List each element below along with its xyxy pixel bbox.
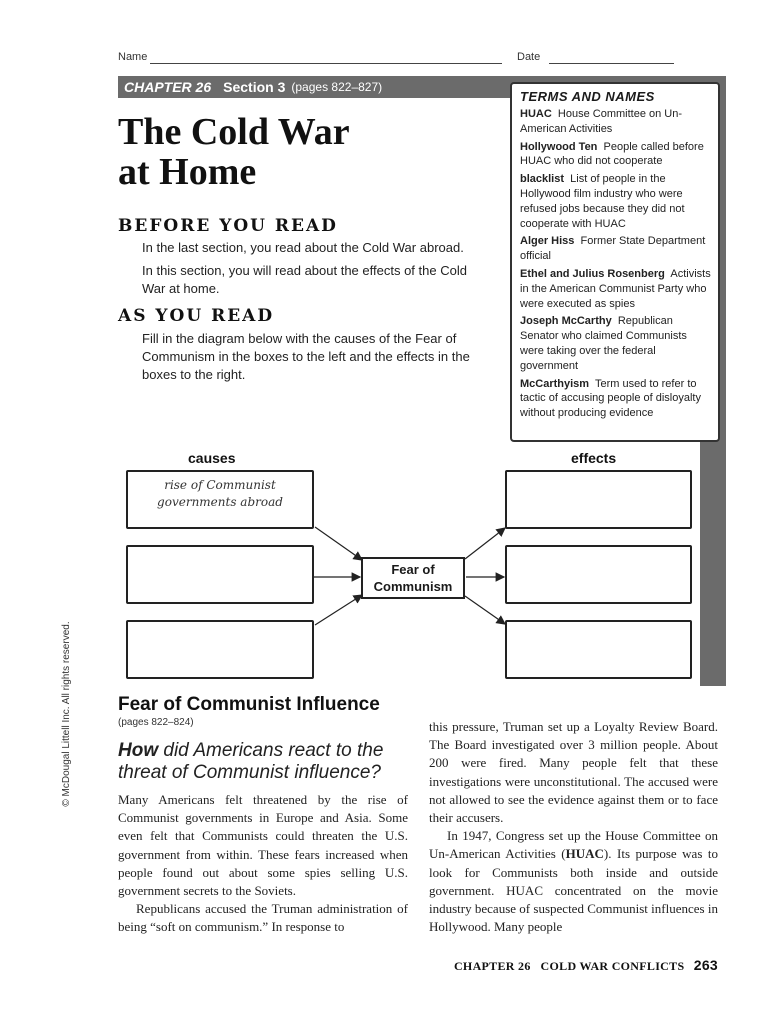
before-you-read-heading: BEFORE YOU READ bbox=[118, 216, 338, 236]
right-paragraph-1: this pressure, Truman set up a Loyalty Review Board. The Board investigated over 3 million people. About 200 were fired. Many people felt that these investigations were unconstitutional. The accused were not allowed to see the evidence against them or to face their accusers. bbox=[429, 719, 718, 826]
as-you-read-p1: Fill in the diagram below with the causes of the Fear of Communism in the boxes to the left and the effects in the boxes to the right. bbox=[142, 331, 470, 382]
arrow-cause-3 bbox=[315, 595, 362, 625]
effect-box-1[interactable] bbox=[505, 470, 692, 529]
term-definition: House Committee on Un-American Activities bbox=[520, 108, 683, 135]
left-paragraph-2: Republicans accused the Truman administration of being “soft on communism.” In response to bbox=[118, 901, 408, 935]
cause-1-line-1: rise of Communist bbox=[164, 478, 276, 492]
question-rest: did Americans react to the threat of Communist influence? bbox=[118, 740, 384, 783]
footer-unit: COLD WAR CONFLICTS bbox=[540, 959, 685, 973]
effect-box-2[interactable] bbox=[505, 545, 692, 604]
center-line-2: Communism bbox=[373, 579, 453, 594]
left-column bbox=[118, 791, 408, 937]
term-name: Joseph McCarthy bbox=[520, 315, 612, 328]
term-definition: Term used to refer to tactic of accusing people of disloyalty without producing evidence bbox=[520, 377, 701, 420]
right-p2-text-a: In 1947, Congress set up the House Committee on Un-American Activities ( bbox=[429, 828, 718, 862]
effects-label: effects bbox=[571, 450, 617, 466]
section-number: Section 3 bbox=[223, 79, 286, 95]
term-name: blacklist bbox=[520, 173, 565, 186]
before-you-read-p2: In this section, you will read about the effects of the Cold War at home. bbox=[142, 263, 467, 296]
effect-box-3[interactable] bbox=[505, 620, 692, 679]
term-name: HUAC bbox=[520, 108, 552, 120]
term-definition: Activists in the American Communist Party who were executed as spies bbox=[520, 267, 711, 310]
as-you-read-heading: AS YOU READ bbox=[118, 306, 275, 326]
title-line-2: at Home bbox=[118, 151, 257, 193]
cause-box-3[interactable] bbox=[126, 620, 314, 679]
arrow-effect-3 bbox=[465, 596, 505, 624]
section-heading: Fear of Communist Influence bbox=[118, 694, 380, 715]
section-pages-ref: (pages 822–824) bbox=[118, 717, 194, 728]
causes-label: causes bbox=[188, 450, 236, 466]
arrow-effect-1 bbox=[465, 528, 505, 559]
cause-1-line-2: governments abroad bbox=[157, 495, 283, 509]
page-number: 263 bbox=[693, 957, 718, 973]
term-name: McCarthyism bbox=[520, 377, 590, 390]
copyright-notice: © McDougal Littell Inc. All rights reserved. bbox=[61, 621, 72, 807]
cause-box-1[interactable] bbox=[126, 470, 314, 529]
term-definition: Republican Senator who claimed Communists were taking over the federal government bbox=[520, 315, 687, 372]
before-you-read-p1: In the last section, you read about the Cold War abroad. bbox=[142, 240, 464, 255]
right-p2-huac: HUAC bbox=[565, 846, 604, 862]
chapter-number: CHAPTER 26 bbox=[124, 79, 212, 95]
center-line-1: Fear of bbox=[391, 562, 435, 577]
title-line-1: The Cold War bbox=[118, 111, 350, 153]
arrow-cause-1 bbox=[315, 527, 362, 560]
term-definition: List of people in the Hollywood film industry who were refused jobs because they did not cooperate with HUAC bbox=[520, 173, 685, 230]
name-label: Name bbox=[118, 51, 148, 63]
term-definition: Former State Department official bbox=[520, 235, 706, 263]
term-definition: People called before HUAC who did not cooperate bbox=[520, 140, 704, 168]
question-how: How bbox=[118, 740, 159, 761]
right-p2-text-b: ). Its purpose was to look for Communists both inside and outside government. HUAC concentrated on the movie industry because of suspected Communist influences in Hollywood. Many people bbox=[429, 846, 718, 935]
term-name: Ethel and Julius Rosenberg bbox=[520, 267, 665, 280]
section-pages: (pages 822–827) bbox=[291, 80, 383, 94]
right-paragraph-2 bbox=[429, 827, 718, 936]
cause-box-2[interactable] bbox=[126, 545, 314, 604]
focus-question bbox=[118, 740, 413, 784]
left-paragraph-1: Many Americans felt threatened by the rise of Communist governments in Europe and Asia. Some even felt that Communists could threaten the U.S. government from within. These fears increased when people found out about some spies selling U.S. government secrets to the Soviets. bbox=[118, 792, 408, 899]
term-name: Alger Hiss bbox=[520, 235, 575, 248]
term-name: Hollywood Ten bbox=[520, 140, 598, 153]
page-footer bbox=[454, 957, 718, 974]
date-label: Date bbox=[517, 51, 541, 63]
right-column bbox=[429, 718, 718, 936]
fear-of-communism-box bbox=[361, 557, 465, 599]
terms-title: TERMS AND NAMES bbox=[520, 89, 655, 104]
footer-chapter: CHAPTER 26 bbox=[453, 959, 531, 973]
